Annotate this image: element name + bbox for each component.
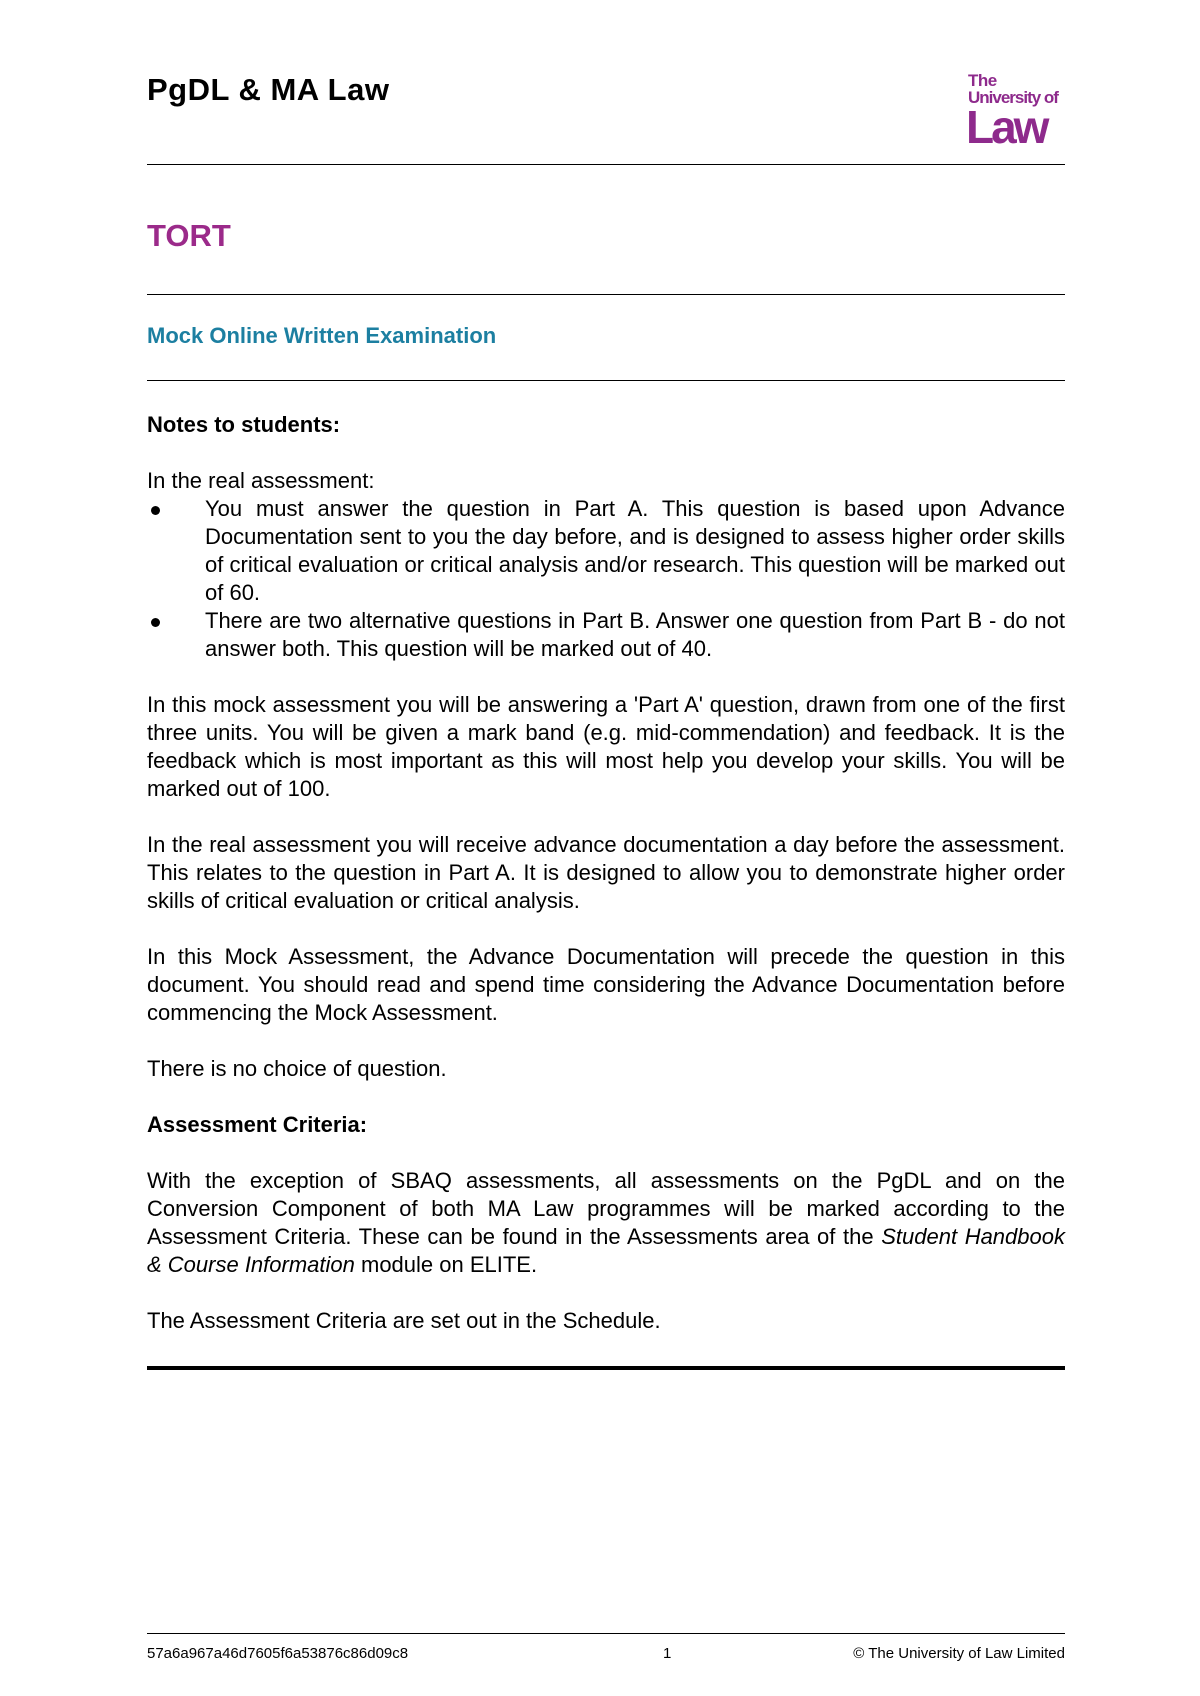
logo-line-law: Law xyxy=(966,101,1047,153)
criteria-heading: Assessment Criteria: xyxy=(147,1112,368,1137)
notes-paragraph-real: In the real assessment you will receive advance documentation a day before the assessment. This relates to the question in Part A. It is designed to allow you to demonstrate higher order skills of critical evaluation or critical analysis. xyxy=(147,832,1065,913)
bullet-text: There are two alternative questions in Part B. Answer one question from Part B - do not answer both. This question will be marked out of 40. xyxy=(205,608,1065,661)
notes-paragraph-advance: In this Mock Assessment, the Advance Documentation will precede the question in this document. You should read and spend time considering the Advance Documentation before commencing the Mock Assessment. xyxy=(147,944,1065,1025)
footer-divider xyxy=(147,1633,1065,1634)
criteria-paragraph xyxy=(147,1167,1065,1279)
document-id: 57a6a967a46d7605f6a53876c86d09c8 xyxy=(147,1645,409,1662)
notes-paragraph-choice: There is no choice of question. xyxy=(147,1056,447,1081)
programme-title: PgDL & MA Law xyxy=(147,72,390,107)
notes-heading: Notes to students: xyxy=(147,412,341,437)
list-item xyxy=(147,607,1065,663)
bullet-text: You must answer the question in Part A. This question is based upon Advance Documentation sent to you the day before, and is designed to assess higher order skills of critical evaluation or critical analysis and/or research. This question will be marked out of 60. xyxy=(205,496,1065,605)
criteria-text-end: module on ELITE. xyxy=(354,1252,538,1277)
exam-type-divider xyxy=(147,380,1065,381)
header-divider xyxy=(147,164,1065,165)
subject-divider xyxy=(147,294,1065,295)
notes-intro: In the real assessment: xyxy=(147,468,375,493)
subject-title: TORT xyxy=(147,218,231,253)
page-footer xyxy=(147,1645,1065,1662)
copyright-notice: © The University of Law Limited xyxy=(853,1645,1065,1662)
list-item xyxy=(147,495,1065,607)
bullet-icon xyxy=(151,506,160,515)
criteria-text-start: With the exception of SBAQ assessments, all assessments on the PgDL and on the Conversion Component of both MA Law programmes will be marked according to the Assessment Criteria. These can be found in the Assessments area of the xyxy=(147,1168,1065,1249)
section-end-divider xyxy=(147,1366,1065,1370)
bullet-icon xyxy=(151,618,160,627)
university-logo xyxy=(966,71,1068,153)
exam-type-title: Mock Online Written Examination xyxy=(147,323,497,348)
logo-line-the: The xyxy=(968,71,997,90)
notes-paragraph-mock: In this mock assessment you will be answering a 'Part A' question, drawn from one of the first three units. You will be given a mark band (e.g. mid-commendation) and feedback. It is the feedback which is most important as this will most help you develop your skills. You will be marked out of 100. xyxy=(147,692,1065,801)
notes-section xyxy=(147,411,1065,1335)
logo-line-university-of: University of xyxy=(968,88,1058,107)
notes-bullet-list xyxy=(147,495,1065,663)
handbook-title: Student Handbook & Course Information xyxy=(147,1224,1065,1277)
page-number: 1 xyxy=(663,1645,672,1662)
criteria-schedule-note: The Assessment Criteria are set out in the Schedule. xyxy=(147,1308,661,1333)
